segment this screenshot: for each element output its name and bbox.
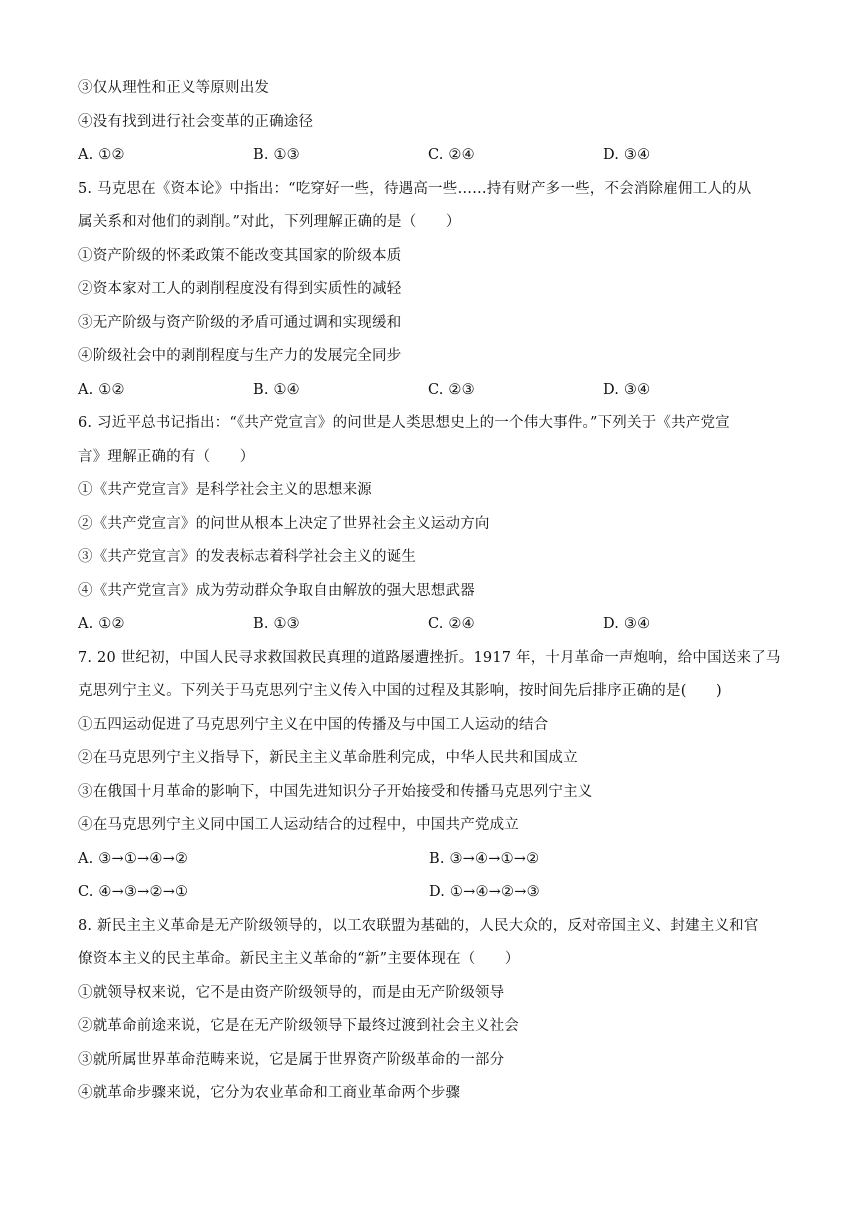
q6-item-1: ①《共产党宣言》是科学社会主义的思想来源 [78,482,372,498]
q7-option-a[interactable]: A. ③→①→④→② [78,850,189,867]
q5-item-3: ③无产阶级与资产阶级的矛盾可通过调和实现缓和 [78,314,402,331]
q4-option-c[interactable]: C. ②④ [428,147,475,163]
q6-item-4: ④《共产党宣言》成为劳动群众争取自由解放的强大思想武器 [78,582,475,599]
q5-stem-line1: 5. 马克思在《资本论》中指出：“吃穿好一些，待遇高一些……持有财产多一些，不会消除雇佣工人的从 [78,180,752,197]
q7-stem-line2: 克思列宁主义。下列关于马克思列宁主义传入中国的过程及其影响，按时间先后排序正确的是( ) [78,683,722,699]
q8-item-3: ③就所属世界革命范畴来说，它是属于世界资产阶级革命的一部分 [78,1051,505,1068]
q7-option-d[interactable]: D. ①→④→②→③ [429,884,540,900]
q5-options [78,374,788,408]
q5-option-a[interactable]: A. ①② [78,381,125,398]
exam-page [78,72,788,1111]
q8-stem-line2: 僚资本主义的民主革命。新民主主义革命的“新”主要体现在（ ） [78,951,520,967]
q7-item-4: ④在马克思列宁主义同中国工人运动结合的过程中，中国共产党成立 [78,817,519,833]
q7-options-row2 [78,876,788,910]
q7-item-3: ③在俄国十月革命的影响下，中国先进知识分子开始接受和传播马克思列宁主义 [78,783,593,800]
q6-option-b[interactable]: B. ①③ [253,616,300,632]
q5-item-4: ④阶级社会中的剥削程度与生产力的发展完全同步 [78,348,402,364]
q7-stem-line1: 7. 20 世纪初，中国人民寻求救国救民真理的道路屡遭挫折。1917 年，十月革命一声炮响，给中国送来了马 [78,649,781,666]
q6-item-2: ②《共产党宣言》的问世从根本上决定了世界社会主义运动方向 [78,515,490,532]
q5-option-b[interactable]: B. ①④ [253,381,300,398]
q6-stem-line2: 言》理解正确的有（ ） [78,448,255,465]
q4-options [78,139,788,173]
q4-option-d[interactable]: D. ③④ [603,147,651,163]
q6-option-a[interactable]: A. ①② [78,616,125,632]
q4-option-a[interactable]: A. ①② [78,147,125,163]
q5-option-d[interactable]: D. ③④ [603,381,651,398]
q7-option-c[interactable]: C. ④→③→②→① [78,884,189,900]
q7-item-1: ①五四运动促进了马克思列宁主义在中国的传播及与中国工人运动的结合 [78,716,549,733]
q7-option-b[interactable]: B. ③→④→①→② [429,850,540,867]
q6-stem-line1: 6. 习近平总书记指出：“《共产党宣言》的问世是人类思想史上的一个伟大事件。”下列关于《共产党宣 [78,415,730,431]
q8-item-4: ④就革命步骤来说，它分为农业革命和工商业革命两个步骤 [78,1085,461,1101]
q8-item-1: ①就领导权来说，它不是由资产阶级领导的，而是由无产阶级领导 [78,984,505,1001]
q6-options [78,608,788,642]
q5-item-1: ①资产阶级的怀柔政策不能改变其国家的阶级本质 [78,247,402,264]
q7-item-2: ②在马克思列宁主义指导下，新民主主义革命胜利完成，中华人民共和国成立 [78,750,578,766]
q8-item-2: ②就革命前途来说，它是在无产阶级领导下最终过渡到社会主义社会 [78,1018,519,1034]
q6-item-3: ③《共产党宣言》的发表标志着科学社会主义的诞生 [78,549,417,565]
q4-item-4: ④没有找到进行社会变革的正确途径 [78,113,314,130]
q6-option-d[interactable]: D. ③④ [603,616,651,632]
q5-stem-line2: 属关系和对他们的剥削。”对此，下列理解正确的是（ ） [78,214,461,230]
q5-item-2: ②资本家对工人的剥削程度没有得到实质性的减轻 [78,281,402,297]
q8-stem-line1: 8. 新民主主义革命是无产阶级领导的，以工农联盟为基础的，人民大众的，反对帝国主义、封建主义和官 [78,917,759,934]
q6-option-c[interactable]: C. ②④ [428,616,475,632]
q4-item-3: ③仅从理性和正义等原则出发 [78,80,270,96]
q4-option-b[interactable]: B. ①③ [253,147,300,163]
q7-options-row1 [78,843,788,877]
q5-option-c[interactable]: C. ②③ [428,381,475,398]
